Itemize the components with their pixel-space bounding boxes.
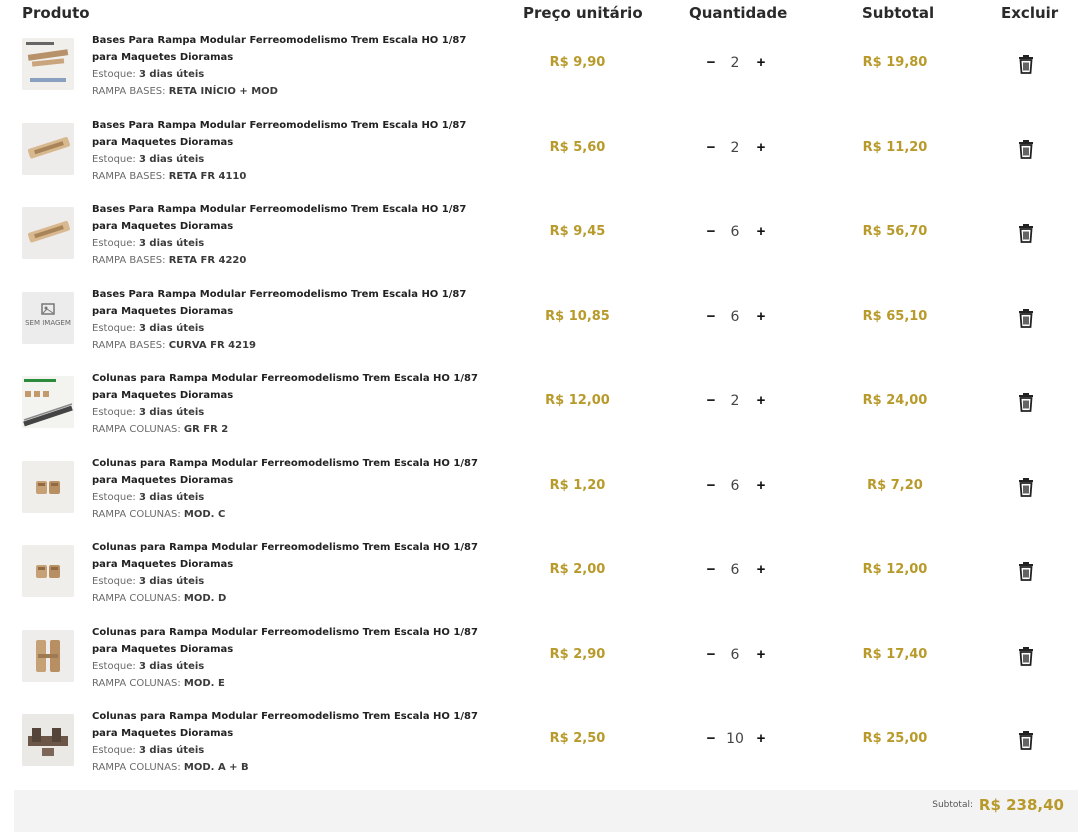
increase-quantity-button[interactable]: + xyxy=(752,646,770,664)
product-name[interactable]: Colunas para Rampa Modular Ferreomodelismo Trem Escala HO 1/87 para Maquetes Dioramas xyxy=(92,711,478,739)
stock-info xyxy=(92,66,492,83)
variant-label: RAMPA COLUNAS: xyxy=(92,508,181,520)
decrease-quantity-button[interactable]: − xyxy=(702,223,720,241)
decrease-quantity-button[interactable]: − xyxy=(702,308,720,326)
quantity-stepper xyxy=(700,308,770,328)
stock-value: 3 dias úteis xyxy=(138,238,205,249)
line-subtotal: R$ 12,00 xyxy=(862,562,928,577)
unit-price: R$ 2,50 xyxy=(549,731,606,746)
unit-price: R$ 2,90 xyxy=(549,646,606,662)
product-name[interactable]: Bases Para Rampa Modular Ferreomodelismo Trem Escala HO 1/87 para Maquetes Dioramas xyxy=(92,35,467,63)
header-quantity: Quantidade xyxy=(689,4,788,22)
variant-value: CURVA FR 4219 xyxy=(168,339,256,351)
trash-icon[interactable] xyxy=(1017,730,1035,750)
variant-info xyxy=(92,337,492,354)
trash-icon[interactable] xyxy=(1017,223,1035,243)
stock-label: Estoque: xyxy=(92,576,136,587)
quantity-value[interactable]: 6 xyxy=(730,562,740,578)
trash-icon[interactable] xyxy=(1017,139,1035,159)
stock-value: 3 dias úteis xyxy=(138,322,205,334)
trash-icon[interactable] xyxy=(1017,561,1035,581)
line-subtotal: R$ 56,70 xyxy=(862,224,928,239)
product-thumbnail[interactable] xyxy=(22,376,74,428)
quantity-value[interactable]: 6 xyxy=(730,308,740,325)
increase-quantity-button[interactable]: + xyxy=(752,392,770,410)
quantity-value[interactable]: 6 xyxy=(730,224,740,240)
header-remove: Excluir xyxy=(1001,4,1059,22)
line-subtotal: R$ 7,20 xyxy=(867,477,923,493)
product-info xyxy=(92,624,492,692)
decrease-quantity-button[interactable]: − xyxy=(702,561,720,579)
variant-info xyxy=(92,168,492,185)
cart-row xyxy=(0,537,1078,621)
variant-value: GR FR 2 xyxy=(183,424,229,435)
variant-value: RETA FR 4110 xyxy=(168,170,247,182)
quantity-stepper xyxy=(700,223,770,243)
product-name[interactable]: Bases Para Rampa Modular Ferreomodelismo Trem Escala HO 1/87 para Maquetes Dioramas xyxy=(92,119,467,148)
quantity-value[interactable]: 6 xyxy=(730,646,740,663)
product-info xyxy=(92,201,492,269)
header-product: Produto xyxy=(22,4,90,22)
product-name[interactable]: Colunas para Rampa Modular Ferreomodelismo Trem Escala HO 1/87 para Maquetes Dioramas xyxy=(92,457,478,486)
product-info xyxy=(92,708,492,776)
quantity-stepper xyxy=(700,139,770,159)
decrease-quantity-button[interactable]: − xyxy=(702,392,720,410)
line-subtotal: R$ 25,00 xyxy=(862,731,928,746)
variant-info xyxy=(92,506,492,523)
quantity-value[interactable]: 2 xyxy=(730,139,740,156)
no-image-text: SEM IMAGEM xyxy=(25,318,71,327)
variant-label: RAMPA BASES: xyxy=(92,170,166,182)
variant-info xyxy=(92,252,492,269)
decrease-quantity-button[interactable]: − xyxy=(702,139,720,157)
stock-info xyxy=(92,742,492,759)
product-info xyxy=(92,455,492,523)
quantity-value[interactable]: 10 xyxy=(726,731,744,747)
quantity-stepper xyxy=(700,646,770,666)
decrease-quantity-button[interactable]: − xyxy=(702,54,720,72)
stock-label: Estoque: xyxy=(92,407,136,418)
product-name[interactable]: Colunas para Rampa Modular Ferreomodelismo Trem Escala HO 1/87 para Maquetes Dioramas xyxy=(92,626,478,655)
product-name[interactable]: Bases Para Rampa Modular Ferreomodelismo Trem Escala HO 1/87 para Maquetes Dioramas xyxy=(92,204,467,232)
quantity-stepper xyxy=(700,392,770,412)
stock-value: 3 dias úteis xyxy=(138,576,205,587)
variant-value: MOD. A + B xyxy=(183,762,249,773)
line-subtotal: R$ 11,20 xyxy=(862,139,928,155)
cart-row xyxy=(0,30,1078,114)
header-unit-price: Preço unitário xyxy=(523,4,643,22)
product-name[interactable]: Bases Para Rampa Modular Ferreomodelismo Trem Escala HO 1/87 para Maquetes Dioramas xyxy=(92,288,467,317)
variant-label: RAMPA BASES: xyxy=(92,86,166,97)
unit-price: R$ 12,00 xyxy=(545,393,610,408)
unit-price: R$ 9,90 xyxy=(549,55,606,70)
decrease-quantity-button[interactable]: − xyxy=(702,730,720,748)
trash-icon[interactable] xyxy=(1017,477,1035,497)
product-thumbnail[interactable] xyxy=(22,714,74,766)
cart-row xyxy=(0,368,1078,452)
variant-value: RETA FR 4220 xyxy=(168,255,247,266)
stock-info xyxy=(92,235,492,252)
variant-info xyxy=(92,590,492,607)
unit-price: R$ 10,85 xyxy=(545,308,610,324)
unit-price: R$ 1,20 xyxy=(549,477,606,493)
variant-info xyxy=(92,759,492,776)
line-subtotal: R$ 24,00 xyxy=(862,393,928,408)
cart-row xyxy=(0,284,1078,368)
stock-label: Estoque: xyxy=(92,69,136,80)
quantity-stepper xyxy=(700,730,770,750)
product-info xyxy=(92,117,492,185)
variant-label: RAMPA COLUNAS: xyxy=(92,677,181,689)
variant-label: RAMPA COLUNAS: xyxy=(92,593,181,604)
product-info xyxy=(92,286,492,354)
variant-info xyxy=(92,675,492,692)
subtotal-value: R$ 238,40 xyxy=(978,796,1064,814)
stock-label: Estoque: xyxy=(92,660,136,672)
quantity-stepper xyxy=(700,561,770,581)
variant-value: MOD. C xyxy=(183,508,226,520)
trash-icon[interactable] xyxy=(1017,54,1035,74)
increase-quantity-button[interactable]: + xyxy=(752,223,770,241)
stock-value: 3 dias úteis xyxy=(138,660,205,672)
trash-icon[interactable] xyxy=(1017,646,1035,666)
product-thumbnail[interactable] xyxy=(22,38,74,90)
stock-value: 3 dias úteis xyxy=(138,153,205,165)
stock-info xyxy=(92,573,492,590)
unit-price: R$ 5,60 xyxy=(549,139,606,155)
stock-label: Estoque: xyxy=(92,153,136,165)
variant-info xyxy=(92,421,492,438)
stock-info xyxy=(92,658,492,675)
stock-info xyxy=(92,489,492,506)
stock-label: Estoque: xyxy=(92,745,136,756)
cart-row xyxy=(0,199,1078,283)
product-thumbnail[interactable] xyxy=(22,292,74,344)
stock-value: 3 dias úteis xyxy=(138,407,205,418)
decrease-quantity-button[interactable]: − xyxy=(702,477,720,495)
quantity-value[interactable]: 6 xyxy=(730,477,740,494)
subtotal-label: Subtotal: xyxy=(932,800,973,810)
variant-value: MOD. E xyxy=(183,677,225,689)
increase-quantity-button[interactable]: + xyxy=(752,477,770,495)
quantity-value[interactable]: 2 xyxy=(730,55,740,71)
line-subtotal: R$ 19,80 xyxy=(862,55,928,70)
decrease-quantity-button[interactable]: − xyxy=(702,646,720,664)
variant-label: RAMPA BASES: xyxy=(92,255,166,266)
header-subtotal: Subtotal xyxy=(862,4,935,22)
cart-row xyxy=(0,115,1078,199)
product-name[interactable]: Colunas para Rampa Modular Ferreomodelismo Trem Escala HO 1/87 para Maquetes Dioramas xyxy=(92,373,478,401)
increase-quantity-button[interactable]: + xyxy=(752,139,770,157)
variant-value: RETA INÍCIO + MOD xyxy=(168,86,278,97)
variant-label: RAMPA COLUNAS: xyxy=(92,762,181,773)
line-subtotal: R$ 17,40 xyxy=(862,646,928,662)
stock-info xyxy=(92,151,492,168)
stock-label: Estoque: xyxy=(92,322,136,334)
variant-info xyxy=(92,83,492,100)
variant-label: RAMPA BASES: xyxy=(92,339,166,351)
increase-quantity-button[interactable]: + xyxy=(752,730,770,748)
product-thumbnail[interactable] xyxy=(22,461,74,513)
quantity-value[interactable]: 2 xyxy=(730,393,740,409)
increase-quantity-button[interactable]: + xyxy=(752,561,770,579)
stock-value: 3 dias úteis xyxy=(138,745,205,756)
quantity-stepper xyxy=(700,477,770,497)
product-thumbnail[interactable] xyxy=(22,123,74,175)
product-thumbnail[interactable] xyxy=(22,545,74,597)
quantity-stepper xyxy=(700,54,770,74)
unit-price: R$ 2,00 xyxy=(549,562,606,577)
product-info xyxy=(92,32,492,100)
stock-info xyxy=(92,404,492,421)
cart-table-header xyxy=(0,0,1078,30)
line-subtotal: R$ 65,10 xyxy=(862,308,928,324)
trash-icon[interactable] xyxy=(1017,392,1035,412)
unit-price: R$ 9,45 xyxy=(549,224,606,239)
product-info xyxy=(92,370,492,438)
product-thumbnail[interactable] xyxy=(22,207,74,259)
stock-info xyxy=(92,320,492,337)
stock-label: Estoque: xyxy=(92,491,136,503)
increase-quantity-button[interactable]: + xyxy=(752,308,770,326)
product-thumbnail[interactable] xyxy=(22,630,74,682)
stock-value: 3 dias úteis xyxy=(138,491,205,503)
variant-label: RAMPA COLUNAS: xyxy=(92,424,181,435)
variant-value: MOD. D xyxy=(183,593,227,604)
product-info xyxy=(92,539,492,607)
stock-label: Estoque: xyxy=(92,238,136,249)
product-name[interactable]: Colunas para Rampa Modular Ferreomodelismo Trem Escala HO 1/87 para Maquetes Dioramas xyxy=(92,542,478,570)
cart-row xyxy=(0,622,1078,706)
stock-value: 3 dias úteis xyxy=(138,69,205,80)
cart-row xyxy=(0,706,1078,790)
increase-quantity-button[interactable]: + xyxy=(752,54,770,72)
cart-footer xyxy=(14,790,1078,832)
cart-row xyxy=(0,453,1078,537)
trash-icon[interactable] xyxy=(1017,308,1035,328)
